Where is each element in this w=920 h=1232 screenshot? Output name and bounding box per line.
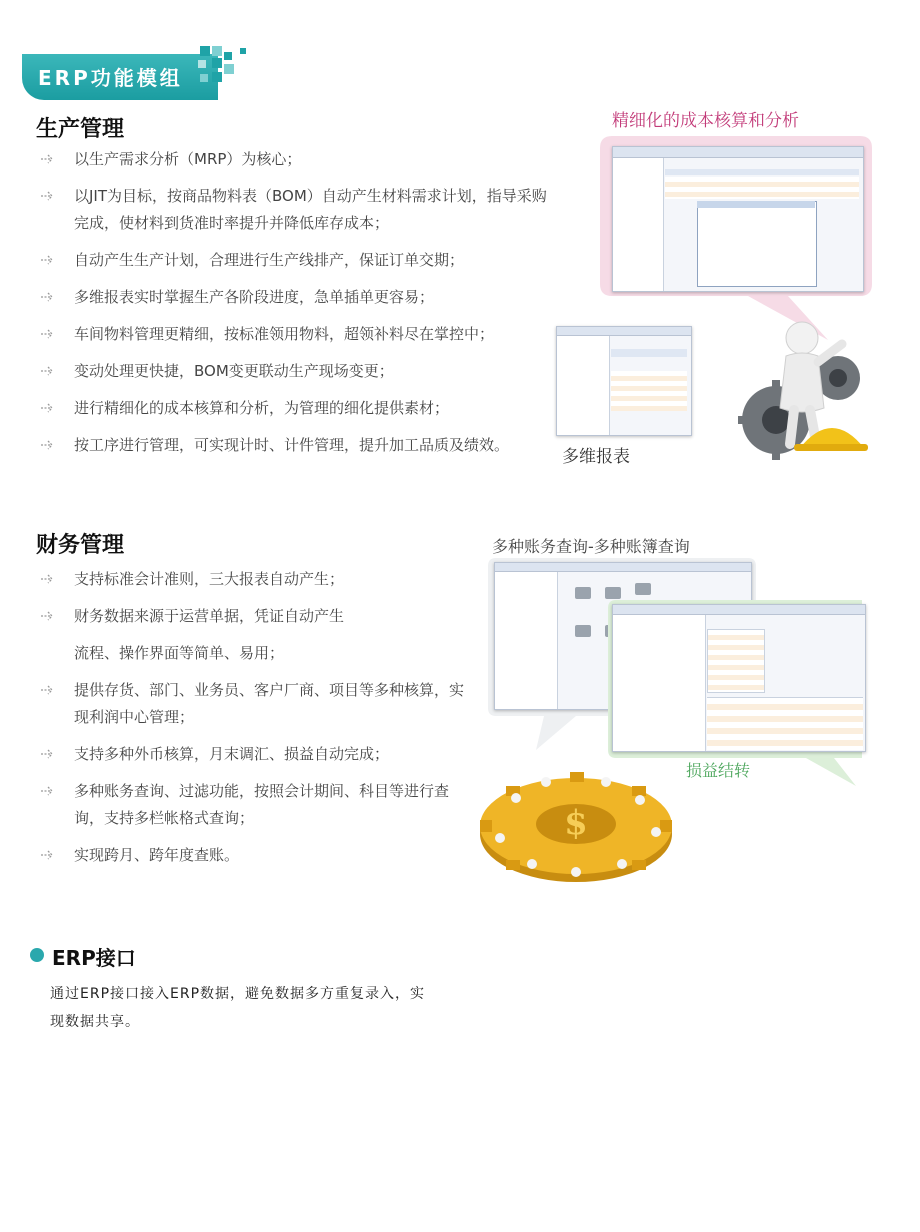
module-banner-label: ERP功能模组 <box>38 66 183 90</box>
list-item: 多维报表实时掌握生产各阶段进度，急单插单更容易； <box>36 284 556 311</box>
report-caption: 多维报表 <box>562 447 630 467</box>
finance-title: 财务管理 <box>36 533 125 558</box>
arrow-bullet-icon <box>40 747 56 761</box>
cost-analysis-screenshot <box>612 146 864 292</box>
arrow-bullet-icon <box>40 683 56 697</box>
finance-bullet-list <box>36 566 466 869</box>
query-caption: 多种账务查询-多种账簿查询 <box>492 537 690 556</box>
profit-loss-caption: 损益结转 <box>686 761 751 780</box>
erp-description: 通过ERP接口接入ERP数据，避免数据多方重复录入，实现数据共享。 <box>50 986 426 1030</box>
gold-gear-illustration <box>476 768 676 888</box>
pixel-decoration-icon <box>190 42 250 94</box>
erp-bullet-dot <box>30 948 44 962</box>
list-item: 以JIT为目标，按商品物料表（BOM）自动产生材料需求计划，指导采购完成，使材料到货准时率提升并降低库存成本； <box>36 183 556 237</box>
arrow-bullet-icon <box>40 189 56 203</box>
arrow-bullet-icon <box>40 327 56 341</box>
worker-gear-illustration <box>732 316 868 462</box>
list-item: 实现跨月、跨年度查账。 <box>36 842 466 869</box>
arrow-bullet-icon <box>40 253 56 267</box>
list-item: 变动处理更快捷，BOM变更联动生产现场变更； <box>36 358 556 385</box>
list-item: 以生产需求分析（MRP）为核心； <box>36 146 556 173</box>
list-item: 车间物料管理更精细，按标准领用物料，超领补料尽在掌控中； <box>36 321 556 348</box>
production-title: 生产管理 <box>36 117 125 142</box>
arrow-bullet-icon <box>40 784 56 798</box>
list-item: 财务数据来源于运营单据，凭证自动产生 <box>36 603 466 630</box>
list-item-continuation: 流程、操作界面等简单、易用； <box>74 644 285 662</box>
arrow-bullet-icon <box>40 152 56 166</box>
arrow-bullet-icon <box>40 364 56 378</box>
list-item: 自动产生生产计划，合理进行生产线排产，保证订单交期； <box>36 247 556 274</box>
svg-text:$: $ <box>564 803 588 843</box>
cost-analysis-caption: 精细化的成本核算和分析 <box>612 111 799 131</box>
arrow-bullet-icon <box>40 609 56 623</box>
arrow-bullet-icon <box>40 438 56 452</box>
list-item: 提供存货、部门、业务员、客户厂商、项目等多种核算，实现利润中心管理； <box>36 677 466 731</box>
production-bullet-list <box>36 146 556 459</box>
arrow-bullet-icon <box>40 572 56 586</box>
profit-loss-screenshot <box>612 604 866 752</box>
list-item: 支持多种外币核算，月末调汇、损益自动完成； <box>36 741 466 768</box>
report-screenshot <box>556 326 692 436</box>
list-item: 按工序进行管理，可实现计时、计件管理，提升加工品质及绩效。 <box>36 432 556 459</box>
list-item: 支持标准会计准则，三大报表自动产生； <box>36 566 466 593</box>
arrow-bullet-icon <box>40 290 56 304</box>
erp-title: ERP接口 <box>52 946 136 970</box>
list-item: 进行精细化的成本核算和分析，为管理的细化提供素材； <box>36 395 556 422</box>
arrow-bullet-icon <box>40 401 56 415</box>
list-item: 多种账务查询、过滤功能，按照会计期间、科目等进行查询，支持多栏帐格式查询； <box>36 778 466 832</box>
arrow-bullet-icon <box>40 848 56 862</box>
